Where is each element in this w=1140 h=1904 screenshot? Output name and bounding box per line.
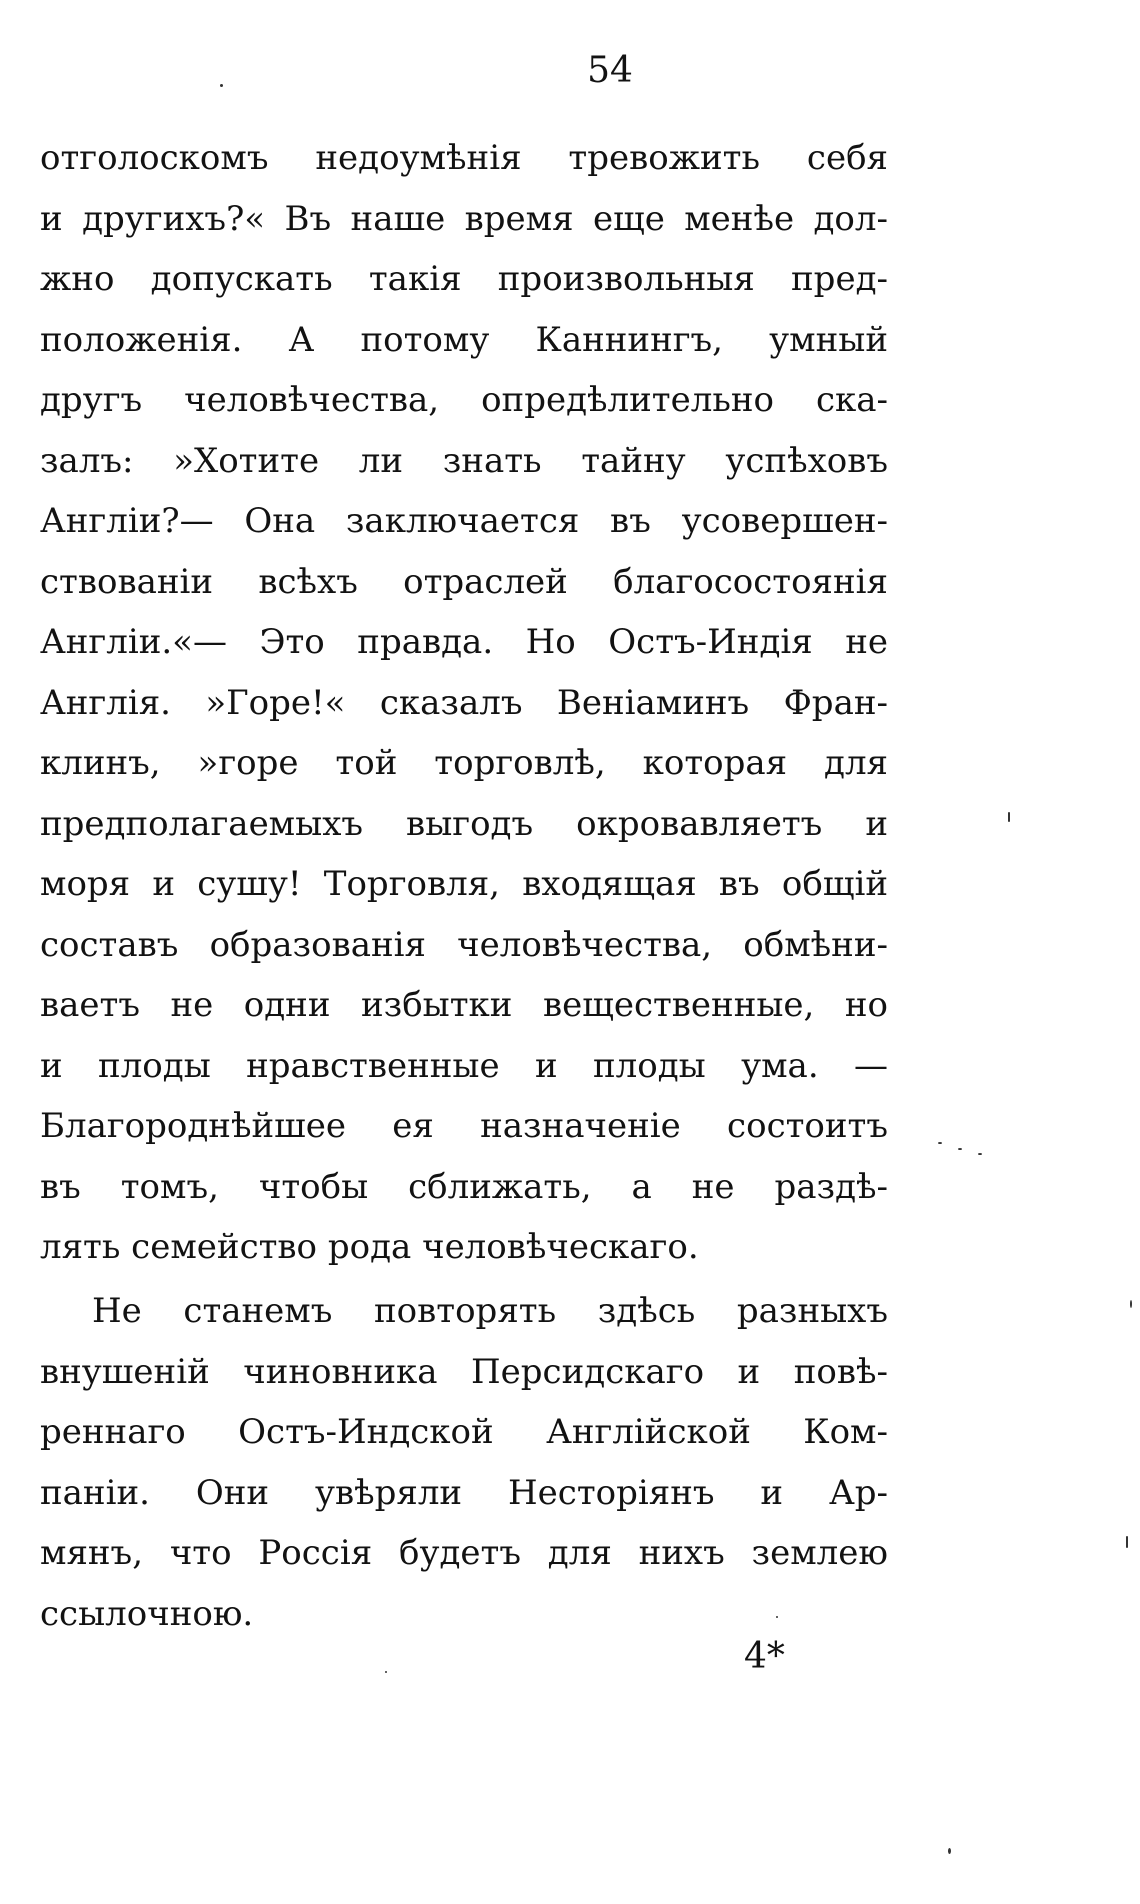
text-line: предполагаемыхъ выгодъ окровавляетъ и: [40, 803, 888, 844]
scan-speck: [958, 1148, 962, 1150]
scan-speck: [1130, 1300, 1132, 1308]
text-line: паніи. Они увѣряли Несторіянъ и Ар-: [40, 1472, 888, 1513]
scan-speck: [385, 1671, 387, 1673]
signature-mark: 4*: [744, 1636, 785, 1677]
text-line: Англіи?— Она заключается въ усовершен-: [40, 501, 888, 541]
text-line: Благороднѣйшее ея назначеніе состоитъ: [40, 1106, 888, 1146]
text-line: другъ человѣчества, опредѣлительно ска-: [40, 380, 888, 420]
text-line: составъ образованія человѣчества, обмѣни-: [40, 924, 888, 965]
page-number: 54: [587, 50, 633, 91]
scan-speck: [220, 84, 223, 87]
paragraph-2: [40, 1281, 888, 1644]
text-line: моря и сушу! Торговля, входящая въ общій: [40, 864, 888, 904]
text-line: внушеній чиновника Персидскаго и повѣ-: [40, 1351, 888, 1392]
text-line: реннаго Остъ-Индской Англійской Ком-: [40, 1412, 888, 1452]
scan-speck: [978, 1153, 982, 1155]
text-line: ваетъ не одни избытки вещественные, но: [40, 985, 888, 1025]
text-line: ссылочною.: [40, 1593, 254, 1634]
text-line: ствованіи всѣхъ отраслей благосостоянія: [40, 561, 888, 602]
text-line: Не станемъ повторять здѣсь разныхъ: [92, 1291, 888, 1331]
text-line: мянъ, что Россія будетъ для нихъ землею: [40, 1533, 888, 1573]
text-line: лять семейство рода человѣческаго.: [40, 1227, 699, 1267]
paragraph-1: [40, 128, 888, 1278]
scan-speck: [938, 1142, 942, 1144]
text-line: клинъ, »горе той торговлѣ, которая для: [40, 743, 888, 783]
scan-speck: [776, 1616, 778, 1618]
scan-speck: [1126, 1536, 1128, 1548]
text-line: отголоскомъ недоумѣнія тревожить себя: [40, 138, 888, 178]
text-line: и другихъ?« Въ наше время еще менѣе дол-: [40, 198, 888, 239]
text-line: положенія. А потому Каннингъ, умный: [40, 319, 888, 360]
text-line: залъ: »Хотите ли знать тайну успѣховъ: [40, 440, 888, 481]
scan-speck: [1008, 812, 1010, 822]
text-line: и плоды нравственные и плоды ума. —: [40, 1045, 888, 1086]
text-line: въ томъ, чтобы сближать, а не раздѣ-: [40, 1166, 888, 1207]
text-line: Англія. »Горе!« сказалъ Веніаминъ Фран-: [40, 682, 888, 723]
scan-speck: [948, 1848, 951, 1854]
text-line: жно допускать такія произвольныя пред-: [40, 259, 888, 299]
text-line: Англіи.«— Это правда. Но Остъ-Индія не: [40, 622, 888, 662]
